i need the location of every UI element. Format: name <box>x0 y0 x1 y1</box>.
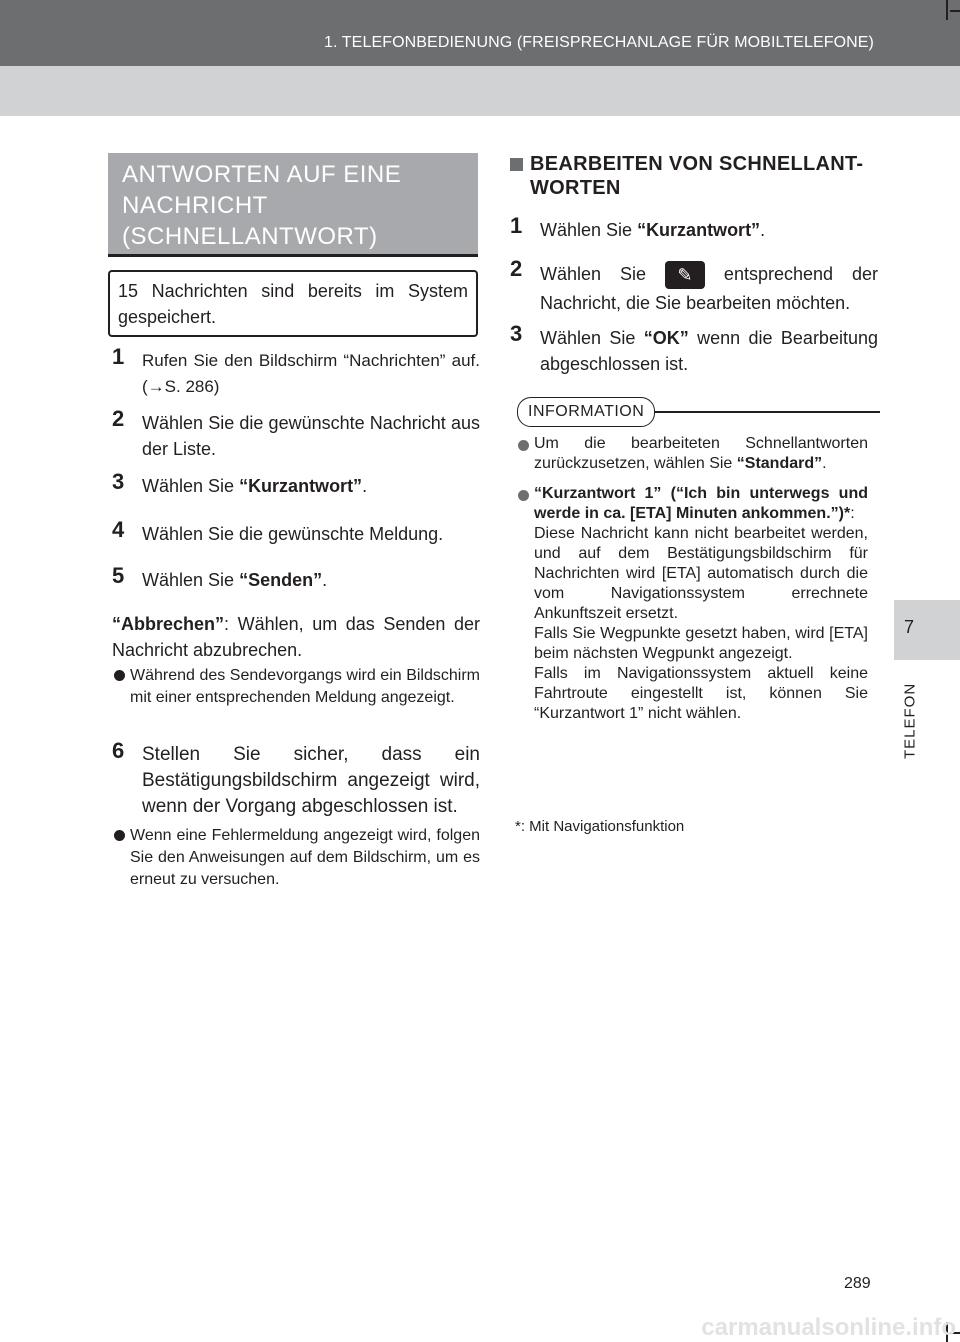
crop-mark <box>950 10 960 12</box>
step-bold: “OK” <box>643 328 689 348</box>
step-prefix: Wählen Sie <box>142 476 240 496</box>
step-suffix: wenn die Bearbeitung abgeschlossen ist. <box>540 328 878 374</box>
step-bold: “Senden” <box>239 570 323 590</box>
step-number: 1 <box>510 213 523 238</box>
step-suffix: entsprechend der Nachricht, die Sie bearbeiten möchten. <box>540 264 878 314</box>
step-text <box>540 260 878 317</box>
header-subbar <box>0 66 960 116</box>
step-suffix: . <box>760 220 766 240</box>
step-text: Wählen Sie die gewünschte Meldung. <box>142 524 444 544</box>
step-text <box>540 217 878 243</box>
chapter-number: 7 <box>904 617 915 637</box>
info-paragraph: Falls im Navigationssystem aktuell keine Fahrtroute eingestellt ist, können Sie “Kurzantwort 1” nicht wählen. <box>534 665 868 722</box>
step-number: 3 <box>112 469 125 494</box>
info-suffix: . <box>822 455 827 472</box>
bullet-icon <box>114 830 125 841</box>
sub-heading-line: BEARBEITEN VON SCHNELLANT- <box>530 153 864 175</box>
step-number: 1 <box>112 344 125 369</box>
intro-note: 15 Nachrichten sind bereits im System gespeichert. <box>108 270 478 337</box>
info-paragraph: Diese Nachricht kann nicht bearbeitet werden, und auf dem Bestätigungsbildschirm für Nachrichten wird [ETA] automatisch durch die vom Navigationssystem errechnete Ankunftszeit ersetzt. <box>534 525 868 622</box>
step-prefix: Wählen Sie <box>540 220 638 240</box>
step-number: 4 <box>112 517 125 542</box>
info-bullet-reset <box>516 434 868 474</box>
bullet-icon <box>518 490 529 501</box>
info-text <box>534 484 868 724</box>
step-number: 3 <box>510 321 523 346</box>
footnote: *: Mit Navigationsfunktion <box>515 818 685 835</box>
step-text <box>540 325 878 377</box>
step-bold: “Kurzantwort” <box>239 476 363 496</box>
header-bar <box>0 0 960 66</box>
step-suffix: . <box>322 570 328 590</box>
bullet-icon <box>114 670 125 681</box>
edit-step-1 <box>510 213 878 243</box>
step-3 <box>112 469 480 499</box>
page-number: 289 <box>844 1275 871 1292</box>
step-6 <box>112 738 480 820</box>
step-number: 2 <box>510 256 523 281</box>
crop-mark <box>946 0 948 20</box>
bullet-text: Wenn eine Fehlermeldung angezeigt wird, folgen Sie den Anweisungen auf dem Bildschirm, um es erneut zu versuchen. <box>130 827 480 888</box>
info-prefix: Um die bearbeiteten Schnellantworten zurückzusetzen, wählen Sie <box>534 435 868 472</box>
step-1 <box>112 344 480 400</box>
bullet-sending <box>112 665 480 709</box>
info-bold: “Kurzantwort 1” (“Ich bin unterwegs und werde in ca. [ETA] Minuten ankommen.”)* <box>534 485 868 522</box>
info-bullet-kurzantwort <box>516 484 868 724</box>
chapter-label: TELEFON <box>901 682 919 760</box>
running-header: 1. TELEFONBEDIENUNG (FREISPRECHANLAGE FÜR MOBILTELEFONE) <box>324 34 874 51</box>
section-title-line: NACHRICHT <box>122 192 268 219</box>
step-text <box>142 567 480 593</box>
cancel-note <box>112 611 480 663</box>
cancel-bold: “Abbrechen” <box>112 614 225 634</box>
step-text: Rufen Sie den Bildschirm “Nachrichten” auf. (→S. 286) <box>142 351 480 396</box>
step-prefix: Wählen Sie <box>540 264 665 284</box>
sub-heading-line: WORTEN <box>530 177 621 199</box>
info-paragraph: Falls Sie Wegpunkte gesetzt haben, wird [ETA] beim nächsten Wegpunkt angezeigt. <box>534 625 868 662</box>
step-text: Wählen Sie die gewünschte Nachricht aus der Liste. <box>142 413 480 459</box>
step-number: 5 <box>112 563 125 588</box>
section-title-box <box>108 153 478 257</box>
step-5 <box>112 563 480 593</box>
information-label: INFORMATION <box>517 397 655 427</box>
step-text <box>142 473 480 499</box>
info-text <box>534 434 868 474</box>
step-number: 2 <box>112 406 125 431</box>
square-bullet-icon <box>510 158 523 171</box>
bullet-error <box>112 825 480 891</box>
step-number: 6 <box>112 738 125 763</box>
bullet-icon <box>518 440 529 451</box>
section-title-line: (SCHNELLANTWORT) <box>122 223 378 250</box>
step-suffix: . <box>362 476 368 496</box>
section-title-line: ANTWORTEN AUF EINE <box>122 161 402 188</box>
step-prefix: Wählen Sie <box>540 328 644 348</box>
watermark: carmanualsonline.info <box>701 1314 956 1341</box>
cancel-text: : Wählen, um das Senden der Nachricht abzubrechen. <box>112 614 480 660</box>
pencil-icon: ✎ <box>665 261 705 289</box>
edit-step-3 <box>510 321 878 377</box>
sub-heading <box>510 152 880 200</box>
step-4 <box>112 517 480 547</box>
step-prefix: Wählen Sie <box>142 570 240 590</box>
information-rule <box>655 411 880 413</box>
step-bold: “Kurzantwort” <box>637 220 761 240</box>
step-text: Stellen Sie sicher, dass ein Bestätigungsbildschirm angezeigt wird, wenn der Vorgang abgeschlossen ist. <box>142 744 480 817</box>
step-2 <box>112 406 480 462</box>
info-colon: : <box>850 505 855 522</box>
bullet-text: Während des Sendevorgangs wird ein Bildschirm mit einer entsprechenden Meldung angezeigt. <box>130 667 480 706</box>
edit-step-2 <box>510 256 878 317</box>
info-bold: “Standard” <box>736 455 823 472</box>
